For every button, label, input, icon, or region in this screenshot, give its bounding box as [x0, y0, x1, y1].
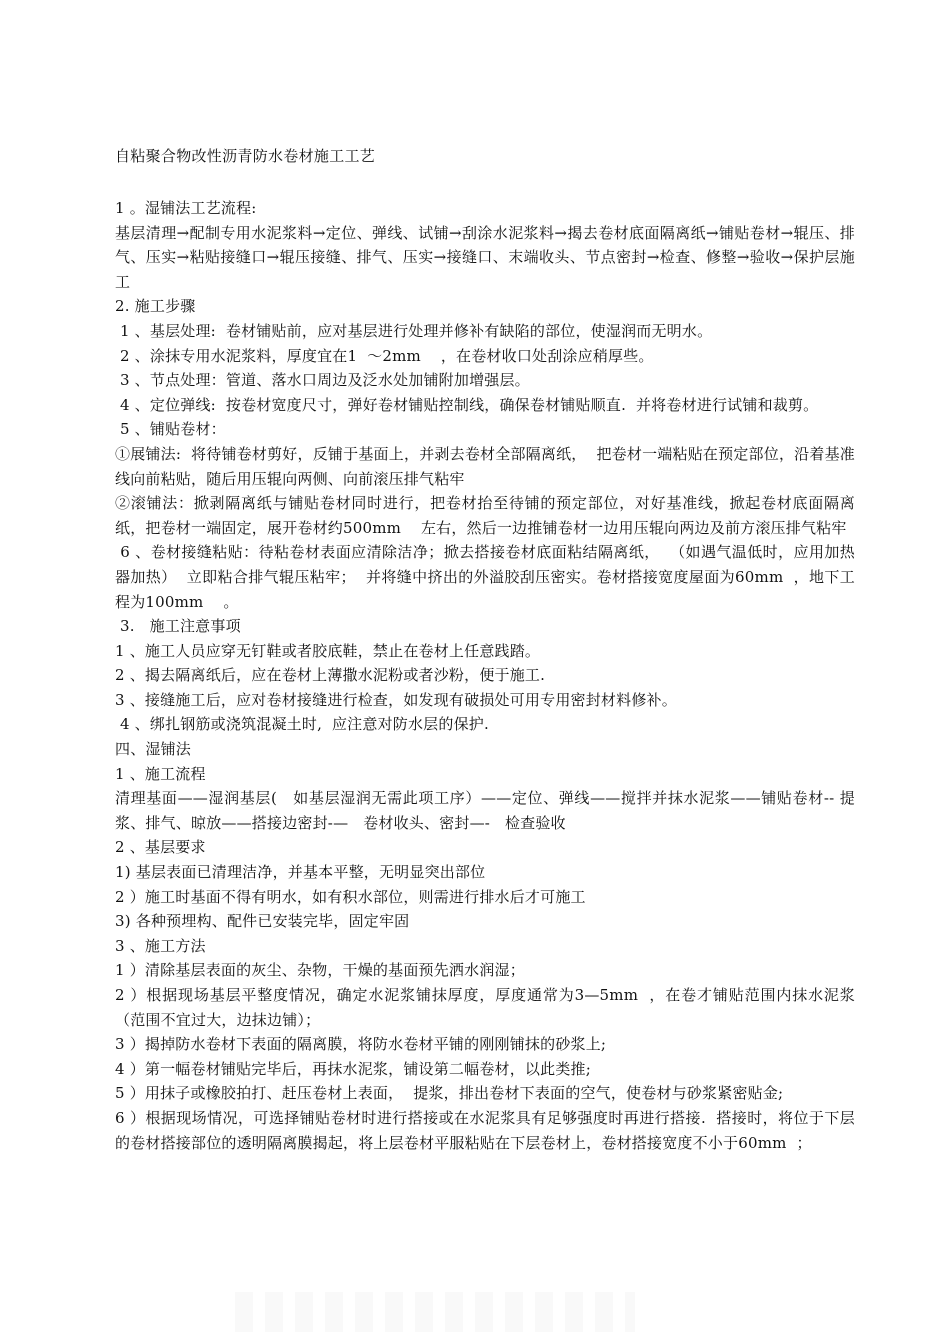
paragraph: 6 ）根据现场情况，可选择铺贴卷材时进行搭接或在水泥浆具有足够强度时再进行搭接. 搭接时，将位于下层的卷材搭接部位的透明隔离膜揭起，将上层卷材平服粘贴在下层卷材上，卷材搭接宽度不小于60mm ；	[115, 1108, 855, 1152]
paragraph: 2 、揭去隔离纸后，应在卷材上薄撒水泥粉或者沙粉，便于施工.	[115, 666, 546, 685]
paragraph: 6 、卷材接缝粘贴：待粘卷材表面应清除洁净；掀去搭接卷材底面粘结隔离纸， （如遇气温低时，应用加热器加热） 立即粘合排气辊压粘牢； 并将缝中挤出的外溢胶刮压密实。卷材搭接宽度屋面为60mm ，地下工程为100mm 。	[115, 543, 855, 611]
paragraph: 清理基面——湿润基层( 如基层湿润无需此项工序）——定位、弹线——搅拌并抹水泥浆——铺贴卷材-- 提浆、排气、晾放——搭接边密封-— 卷材收头、密封—- 检查验收	[115, 789, 855, 832]
paragraph: 2. 施工步骤	[115, 297, 196, 316]
paragraph: 2 ）施工时基面不得有明水，如有积水部位，则需进行排水后才可施工	[115, 887, 586, 906]
paragraph: 1 、施工流程	[115, 764, 206, 783]
paragraph: 3 、接缝施工后，应对卷材接缝进行检查，如发现有破损处可用专用密封材料修补。	[115, 690, 677, 709]
paragraph: ①展铺法: 将待铺卷材剪好，反铺于基面上，并剥去卷材全部隔离纸， 把卷材一端粘贴在预定部位，沿着基准线向前粘贴，随后用压辊向两侧、向前滚压排气粘牢	[115, 444, 855, 488]
paragraph: 4 、绑扎钢筋或浇筑混凝土时, 应注意对防水层的保护.	[115, 715, 489, 734]
paragraph: 3) 各种预埋构、配件已安装完毕，固定牢固	[115, 912, 410, 931]
paragraph: 3. 施工注意事项	[115, 617, 241, 636]
paragraph: 基层清理→配制专用水泥浆料→定位、弹线、试铺→刮涂水泥浆料→揭去卷材底面隔离纸→铺贴卷材→辊压、排气、压实→粘贴接缝口→辊压接缝、排气、压实→接缝口、末端收头、节点密封→检查、修整→验收→保护层施工	[115, 223, 855, 291]
paragraph: 5 ）用抹子或橡胶拍打、赶压卷材上表面， 提浆，排出卷材下表面的空气，使卷材与砂浆紧密贴金;	[115, 1084, 784, 1103]
paragraph: 1 、施工人员应穿无钉鞋或者胶底鞋，禁止在卷材上任意践踏。	[115, 641, 541, 660]
paragraph: 3 、施工方法	[115, 936, 206, 955]
paragraph: 4 ）第一幅卷材铺贴完毕后，再抹水泥浆，铺设第二幅卷材，以此类推;	[115, 1059, 591, 1078]
document-title: 自粘聚合物改性沥青防水卷材施工工艺	[115, 147, 376, 165]
paragraph: 1) 基层表面已清理洁净，并基本平整，无明显突出部位	[115, 863, 486, 882]
paragraph: 1 、基层处理: 卷材铺贴前，应对基层进行处理并修补有缺陷的部位，使湿润而无明水。	[115, 321, 713, 340]
faint-watermark	[235, 1292, 635, 1332]
paragraph: 四、湿铺法	[115, 740, 192, 759]
paragraph: 1 。湿铺法工艺流程:	[115, 199, 257, 217]
paragraph: 4 、定位弹线: 按卷材宽度尺寸，弹好卷材铺贴控制线，确保卷材铺贴顺直. 并将卷材进行试铺和裁剪。	[115, 395, 819, 414]
paragraph: ②滚铺法：掀剥隔离纸与铺贴卷材同时进行，把卷材抬至待铺的预定部位，对好基准线，掀起卷材底面隔离纸，把卷材一端固定，展开卷材约500mm 左右，然后一边推铺卷材一边用压辊向两边及前方滚压排气粘牢	[115, 494, 855, 537]
paragraph: 5 、铺贴卷材：	[115, 420, 226, 439]
paragraph: 2 、基层要求	[115, 838, 206, 857]
document-body	[115, 196, 855, 1155]
paragraph: 2 、涂抹专用水泥浆料，厚度宜在1 ～2mm ，在卷材收口处刮涂应稍厚些。	[115, 346, 654, 365]
paragraph: 3 、节点处理：管道、落水口周边及泛水处加铺附加增强层。	[115, 371, 530, 390]
paragraph: 3 ）揭掉防水卷材下表面的隔离膜，将防水卷材平铺的刚刚铺抹的砂浆上;	[115, 1035, 607, 1054]
paragraph: 1 ）清除基层表面的灰尘、杂物，干燥的基面预先洒水润湿；	[115, 961, 525, 980]
paragraph: 2 ）根据现场基层平整度情况，确定水泥浆铺抹厚度，厚度通常为3—5mm ，在卷才铺贴范围内抹水泥浆（范围不宜过大，边抹边铺）；	[115, 986, 855, 1029]
